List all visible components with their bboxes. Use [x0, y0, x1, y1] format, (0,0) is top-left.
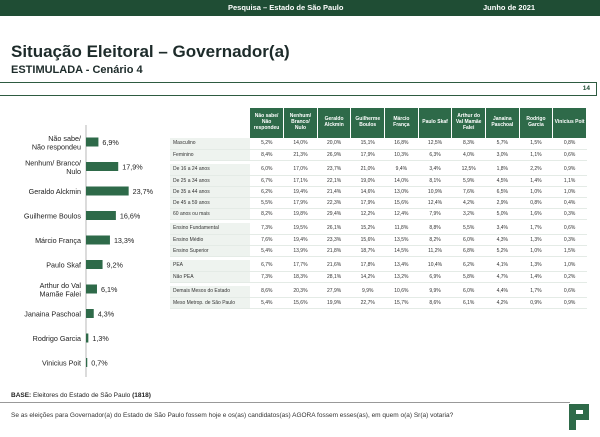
table-cell: 1,5% [553, 245, 587, 256]
table-cell: 6,7% [250, 175, 284, 186]
table-cell: 4,1% [485, 260, 519, 271]
table-cell: 19,4% [284, 234, 318, 245]
table-cell: 15,6% [385, 197, 419, 208]
bar-value-label: 0,7% [91, 358, 108, 368]
bar [86, 358, 87, 367]
table-row [170, 208, 587, 219]
table-cell: 6,2% [250, 186, 284, 197]
category-label: Nenhum/ Branco/ [25, 158, 81, 168]
table-cell: 4,2% [452, 197, 486, 208]
table-cell: 19,9% [317, 297, 351, 308]
table-cell: 21,3% [284, 149, 318, 160]
row-label: Feminino [170, 149, 250, 160]
table-cell: 6,0% [250, 164, 284, 175]
table-cell: 21,6% [317, 260, 351, 271]
bar [86, 285, 97, 294]
table-cell: 6,7% [250, 260, 284, 271]
table-cell: 6,9% [418, 271, 452, 282]
table-cell: 5,2% [250, 138, 284, 149]
category-label: Márcio França [35, 236, 81, 245]
table-cell: 19,8% [284, 208, 318, 219]
base-n: (1818) [132, 392, 151, 399]
table-cell: 17,8% [351, 260, 385, 271]
row-label: Ensino Médio [170, 234, 250, 245]
bar-chart [0, 125, 162, 377]
table-cell: 0,9% [553, 164, 587, 175]
table-cell: 11,2% [418, 245, 452, 256]
table-cell: 18,3% [284, 271, 318, 282]
table-row [170, 164, 587, 175]
table-cell: 6,8% [452, 245, 486, 256]
table-cell: 10,3% [385, 149, 419, 160]
table-row [170, 234, 587, 245]
category-label: Nulo [66, 166, 81, 176]
table-cell: 3,0% [485, 149, 519, 160]
table-cell: 15,2% [351, 223, 385, 234]
table-cell: 14,0% [284, 138, 318, 149]
table-cell: 17,7% [284, 260, 318, 271]
table-cell: 15,7% [385, 297, 419, 308]
table-cell: 20,0% [317, 138, 351, 149]
table-column-header: Geraldo Alckmin [317, 108, 351, 138]
bar [86, 236, 110, 245]
page-title: Situação Eleitoral – Governador(a) [11, 42, 290, 61]
table-cell: 7,3% [250, 271, 284, 282]
crosstab-table [170, 108, 587, 309]
bar [86, 162, 118, 171]
page-subtitle: ESTIMULADA - Cenário 4 [11, 64, 143, 76]
table-row [170, 297, 587, 308]
table-cell: 6,1% [452, 297, 486, 308]
category-label: Arthur do Val [39, 280, 81, 290]
table-cell: 8,3% [452, 138, 486, 149]
table-cell: 4,7% [485, 271, 519, 282]
table-cell: 5,4% [250, 297, 284, 308]
table-column-header: Janaina Paschoal [485, 108, 519, 138]
table-cell: 5,5% [452, 223, 486, 234]
bar-value-label: 17,9% [122, 162, 143, 172]
row-label: Masculino [170, 138, 250, 149]
category-label: Não respondeu [31, 142, 81, 152]
table-cell: 8,8% [418, 223, 452, 234]
table-cell: 28,1% [317, 271, 351, 282]
row-label: De 35 a 44 anos [170, 186, 250, 197]
row-label: 60 anos ou mais [170, 208, 250, 219]
table-cell: 6,2% [452, 260, 486, 271]
table-cell: 0,9% [519, 297, 553, 308]
table-cell: 1,4% [519, 271, 553, 282]
bar-value-label: 6,9% [102, 138, 119, 147]
row-label: De 25 a 34 anos [170, 175, 250, 186]
table-cell: 26,9% [317, 149, 351, 160]
table-cell: 7,6% [452, 186, 486, 197]
table-cell: 4,0% [452, 149, 486, 160]
table-cell: 19,4% [284, 186, 318, 197]
table-cell: 12,4% [385, 208, 419, 219]
table-cell: 1,1% [519, 149, 553, 160]
table-cell: 2,9% [485, 197, 519, 208]
page-number: 14 [582, 85, 590, 92]
category-label: Geraldo Alckmin [28, 187, 81, 196]
table-cell: 9,9% [418, 286, 452, 297]
table-cell: 2,2% [519, 164, 553, 175]
category-label: Rodrigo Garcia [32, 334, 81, 343]
table-cell: 3,4% [485, 223, 519, 234]
question-text: Se as eleições para Governador(a) do Estado de São Paulo fossem hoje e os(as) candidatos(as) AGORA fossem esses(as), em quem o(a) Sr(a) votaria? [11, 412, 454, 419]
bar [86, 334, 88, 343]
table-column-header: Não sabe/ Não respondeu [250, 108, 284, 138]
table-cell: 7,3% [250, 223, 284, 234]
table-cell: 0,8% [519, 197, 553, 208]
table-cell: 13,2% [385, 271, 419, 282]
category-label: Janaina Paschoal [24, 309, 81, 319]
logo-icon [567, 400, 593, 432]
header-bar [0, 0, 600, 16]
table-column-header: Nenhum/ Branco/ Nulo [284, 108, 318, 138]
table-cell: 5,7% [485, 138, 519, 149]
table-cell: 5,2% [485, 245, 519, 256]
table-cell: 16,8% [385, 138, 419, 149]
category-label: Guilherme Boulos [23, 211, 81, 221]
table-cell: 9,4% [385, 164, 419, 175]
table-cell: 12,5% [418, 138, 452, 149]
table-cell: 17,1% [284, 175, 318, 186]
table-cell: 5,9% [452, 175, 486, 186]
header-title: Pesquisa – Estado de São Paulo [228, 3, 344, 12]
table-row [170, 271, 587, 282]
table-cell: 0,2% [553, 271, 587, 282]
table-cell: 0,8% [553, 138, 587, 149]
table-cell: 10,9% [418, 186, 452, 197]
table-cell: 23,3% [317, 234, 351, 245]
bar-value-label: 4,3% [97, 309, 115, 319]
table-cell: 17,9% [351, 197, 385, 208]
table-column-header: Arthur do Val Mamãe Falei [452, 108, 486, 138]
table-row [170, 149, 587, 160]
table-cell: 5,5% [250, 197, 284, 208]
table-cell: 20,3% [284, 286, 318, 297]
table-cell: 8,6% [250, 286, 284, 297]
table-cell: 1,7% [519, 223, 553, 234]
bar-value-label: 23,7% [132, 187, 154, 196]
table-cell: 0,6% [553, 286, 587, 297]
table-cell: 1,6% [519, 208, 553, 219]
table-cell: 8,2% [418, 234, 452, 245]
table-corner [170, 108, 250, 138]
category-label: Mamãe Falei [39, 289, 81, 299]
table-row [170, 286, 587, 297]
bar-value-label: 1,3% [92, 334, 109, 343]
table-cell: 3,4% [418, 164, 452, 175]
bar [86, 260, 103, 269]
table-column-header: Paulo Skaf [418, 108, 452, 138]
table-cell: 7,9% [418, 208, 452, 219]
table-cell: 15,6% [351, 234, 385, 245]
table-cell: 1,0% [519, 245, 553, 256]
table-cell: 22,3% [317, 197, 351, 208]
table-cell: 0,3% [553, 208, 587, 219]
table-cell: 14,2% [351, 271, 385, 282]
table-cell: 5,4% [250, 245, 284, 256]
bar-value-label: 13,3% [113, 236, 135, 245]
table-cell: 0,6% [553, 149, 587, 160]
table-cell: 9,9% [351, 286, 385, 297]
base-text: Eleitores do Estado de São Paulo [33, 392, 131, 399]
table-cell: 1,1% [553, 175, 587, 186]
bar [86, 187, 129, 196]
table-cell: 4,3% [485, 234, 519, 245]
table-cell: 0,4% [553, 197, 587, 208]
bar [86, 138, 98, 147]
table-cell: 3,2% [452, 208, 486, 219]
table-cell: 14,0% [385, 175, 419, 186]
table-cell: 6,0% [452, 234, 486, 245]
table-row [170, 186, 587, 197]
table-column-header: Guilherme Boulos [351, 108, 385, 138]
table-cell: 7,6% [250, 234, 284, 245]
base-note [11, 392, 151, 399]
row-label: PEA [170, 260, 250, 271]
page-number-bar [0, 82, 597, 96]
table-cell: 10,6% [385, 286, 419, 297]
row-label: Meso Metrop. de São Paulo [170, 297, 250, 308]
table-cell: 10,4% [418, 260, 452, 271]
table-cell: 22,1% [317, 175, 351, 186]
table-cell: 11,8% [385, 223, 419, 234]
table-cell: 8,4% [250, 149, 284, 160]
table-cell: 1,0% [519, 186, 553, 197]
table-cell: 22,7% [351, 297, 385, 308]
table-cell: 14,6% [351, 186, 385, 197]
table-cell: 21,4% [317, 186, 351, 197]
table-cell: 29,4% [317, 208, 351, 219]
base-label: BASE: [11, 392, 32, 399]
table-row [170, 223, 587, 234]
table-cell: 15,6% [284, 297, 318, 308]
row-label: De 45 a 59 anos [170, 197, 250, 208]
table-cell: 1,0% [553, 186, 587, 197]
table-row [170, 175, 587, 186]
table-cell: 1,4% [519, 175, 553, 186]
table-column-header: Vinicius Poit [553, 108, 587, 138]
table-cell: 23,7% [317, 164, 351, 175]
header-date: Junho de 2021 [483, 3, 536, 12]
table-cell: 26,1% [317, 223, 351, 234]
table-cell: 19,5% [284, 223, 318, 234]
category-label: Vinicius Poit [41, 358, 81, 368]
table-cell: 1,7% [519, 286, 553, 297]
table-row [170, 138, 587, 149]
table-cell: 1,8% [485, 164, 519, 175]
table-cell: 6,5% [485, 186, 519, 197]
table-cell: 17,9% [284, 197, 318, 208]
table-cell: 8,6% [418, 297, 452, 308]
row-label: Ensino Fundamental [170, 223, 250, 234]
table-header-row [170, 108, 587, 138]
table-column-header: Rodrigo Garcia [519, 108, 553, 138]
category-label: Paulo Skaf [46, 260, 81, 270]
table-column-header: Márcio França [385, 108, 419, 138]
table-cell: 12,5% [452, 164, 486, 175]
table-body [170, 138, 587, 308]
table-row [170, 260, 587, 271]
table-cell: 5,0% [485, 208, 519, 219]
table-cell: 6,0% [452, 286, 486, 297]
bar [86, 309, 94, 318]
divider [0, 402, 570, 403]
table-cell: 15,1% [351, 138, 385, 149]
table-row [170, 197, 587, 208]
table-cell: 13,5% [385, 234, 419, 245]
table-cell: 21,0% [351, 164, 385, 175]
table-row [170, 245, 587, 256]
table-cell: 13,0% [385, 186, 419, 197]
table-cell: 18,7% [351, 245, 385, 256]
table-cell: 17,9% [351, 149, 385, 160]
bar [86, 211, 116, 220]
table-cell: 0,6% [553, 223, 587, 234]
table-cell: 13,4% [385, 260, 419, 271]
row-label: Não PEA [170, 271, 250, 282]
table-cell: 1,0% [553, 260, 587, 271]
table-cell: 0,3% [553, 234, 587, 245]
table-cell: 12,2% [351, 208, 385, 219]
table-cell: 14,5% [385, 245, 419, 256]
table-cell: 0,9% [553, 297, 587, 308]
table-cell: 4,4% [485, 286, 519, 297]
row-label: De 16 a 24 anos [170, 164, 250, 175]
table-cell: 17,0% [284, 164, 318, 175]
table-cell: 8,1% [418, 175, 452, 186]
bar-value-label: 16,6% [119, 211, 141, 221]
table-cell: 8,2% [250, 208, 284, 219]
table-cell: 4,2% [485, 297, 519, 308]
table-cell: 1,3% [519, 260, 553, 271]
bar-value-label: 6,1% [100, 285, 118, 294]
table-cell: 13,9% [284, 245, 318, 256]
table-cell: 4,5% [485, 175, 519, 186]
table-cell: 1,3% [519, 234, 553, 245]
table-cell: 5,8% [452, 271, 486, 282]
row-label: Demais Mesos do Estado [170, 286, 250, 297]
table-cell: 6,3% [418, 149, 452, 160]
row-label: Ensino Superior [170, 245, 250, 256]
table-cell: 21,8% [317, 245, 351, 256]
table-cell: 12,4% [418, 197, 452, 208]
category-label: Não sabe/ [48, 133, 81, 143]
bar-value-label: 9,2% [106, 260, 123, 270]
table-cell: 1,5% [519, 138, 553, 149]
table-cell: 19,0% [351, 175, 385, 186]
table-cell: 27,9% [317, 286, 351, 297]
